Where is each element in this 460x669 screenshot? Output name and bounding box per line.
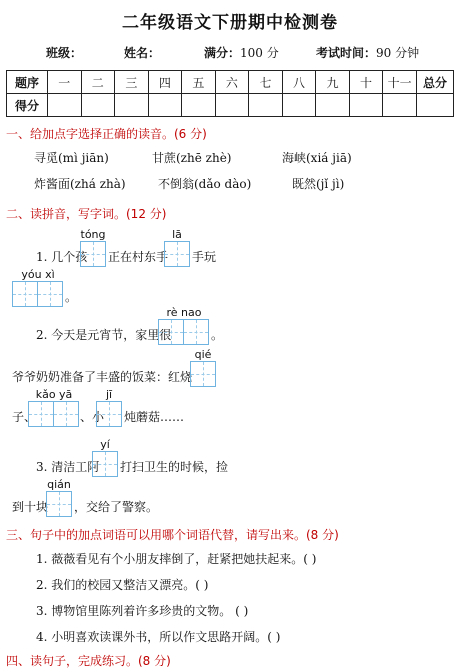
question-text: 正在村东手 [108,250,169,264]
pinyin-choice[interactable]: 不倒翁(dǎo dào) [158,177,252,191]
table-row [7,71,454,94]
pinyin-label: rè nao [166,306,202,319]
score-cell[interactable] [215,94,249,117]
pinyin-choice[interactable]: 既然(jǐ jì) [292,177,345,191]
score-cell[interactable] [316,94,350,117]
writing-box[interactable] [190,361,216,387]
column-header: 五 [182,71,216,94]
writing-box[interactable] [92,451,118,477]
pinyin-choice[interactable]: 甘蔗(zhē zhè) [152,151,232,165]
score-cell[interactable] [282,94,316,117]
column-header: 三 [115,71,149,94]
question-text: 、小 [80,410,105,424]
replacement-question[interactable]: 2. 我们的校园又整洁又漂亮。( ) [36,578,209,592]
question-text: 手玩 [192,250,217,264]
score-table [6,70,454,117]
exam-time: 考试时间：90 分钟 [316,46,420,60]
column-header: 六 [215,71,249,94]
name-field: 姓名： [124,46,161,60]
question-text: 1. 几个孩 [36,250,88,264]
writing-box[interactable] [183,319,209,345]
section2-heading: 二、读拼音，写字词。(12 分) [6,207,167,221]
replacement-question[interactable]: 1. 薇薇看见有个小朋友摔倒了，赶紧把她扶起来。( ) [36,552,317,566]
section1-heading: 一、给加点字选择正确的读音。(6 分) [6,127,207,141]
writing-box[interactable] [80,241,106,267]
question-text: ，交给了警察。 [74,500,159,514]
writing-box[interactable] [12,281,38,307]
writing-box[interactable] [158,319,184,345]
column-header: 十一 [383,71,417,94]
class-field: 班级： [46,46,83,60]
pinyin-label: tóng [80,228,106,241]
score-cell[interactable] [115,94,149,117]
question-text: 炖蘑菇…… [124,410,185,424]
question-text: 3. 清洁工阿 [36,460,100,474]
pinyin-choice[interactable]: 炸酱面(zhá zhà) [34,177,126,191]
page-title: 二年级语文下册期中检测卷 [122,13,338,33]
full-score: 满分：100 分 [204,46,279,60]
column-header: 八 [282,71,316,94]
score-cell[interactable] [383,94,417,117]
column-header: 二 [81,71,115,94]
column-header: 四 [148,71,182,94]
row-label: 题序 [7,71,48,94]
writing-box[interactable] [96,401,122,427]
writing-box[interactable] [164,241,190,267]
pinyin-label: kǎo yā [35,388,73,401]
column-header: 七 [249,71,283,94]
score-cell[interactable] [249,94,283,117]
replacement-question[interactable]: 3. 博物馆里陈列着许多珍贵的文物。 ( ) [36,604,249,618]
score-cell[interactable] [148,94,182,117]
question-text: 2. 今天是元宵节，家里很 [36,328,172,342]
question-text: 子、 [12,410,37,424]
score-cell[interactable] [81,94,115,117]
column-header: 十 [349,71,383,94]
column-header: 一 [48,71,82,94]
score-cell[interactable] [349,94,383,117]
section3-heading: 三、句子中的加点词语可以用哪个词语代替，请写出来。(8 分) [6,528,339,542]
pinyin-choice[interactable]: 寻觅(mì jiān) [34,151,109,165]
replacement-question[interactable]: 4. 小明喜欢读课外书，所以作文思路开阔。( ) [36,630,281,644]
pinyin-label: yóu xì [21,268,55,281]
writing-box[interactable] [53,401,79,427]
question-text: 爷爷奶奶准备了丰盛的饭菜：红烧 [12,370,193,384]
pinyin-label: jī [105,388,113,401]
total-header: 总分 [417,71,454,94]
question-text: 。 [65,290,78,304]
pinyin-label: qié [194,348,212,361]
section4-heading-partial: 四、读句子，完成练习。(8 分) [6,654,171,668]
pinyin-label: yí [100,438,110,451]
question-text: 。 [211,328,224,342]
score-cell[interactable] [48,94,82,117]
total-cell[interactable] [417,94,454,117]
pinyin-choice[interactable]: 海峡(xiá jiā) [282,151,352,165]
pinyin-label: lā [172,228,182,241]
pinyin-label: qián [47,478,71,491]
question-text: 到十块 [12,500,49,514]
writing-box[interactable] [28,401,54,427]
row-label: 得分 [7,94,48,117]
writing-box[interactable] [46,491,72,517]
column-header: 九 [316,71,350,94]
question-text: 打扫卫生的时候，捡 [120,460,229,474]
writing-box[interactable] [37,281,63,307]
table-row [7,94,454,117]
score-cell[interactable] [182,94,216,117]
